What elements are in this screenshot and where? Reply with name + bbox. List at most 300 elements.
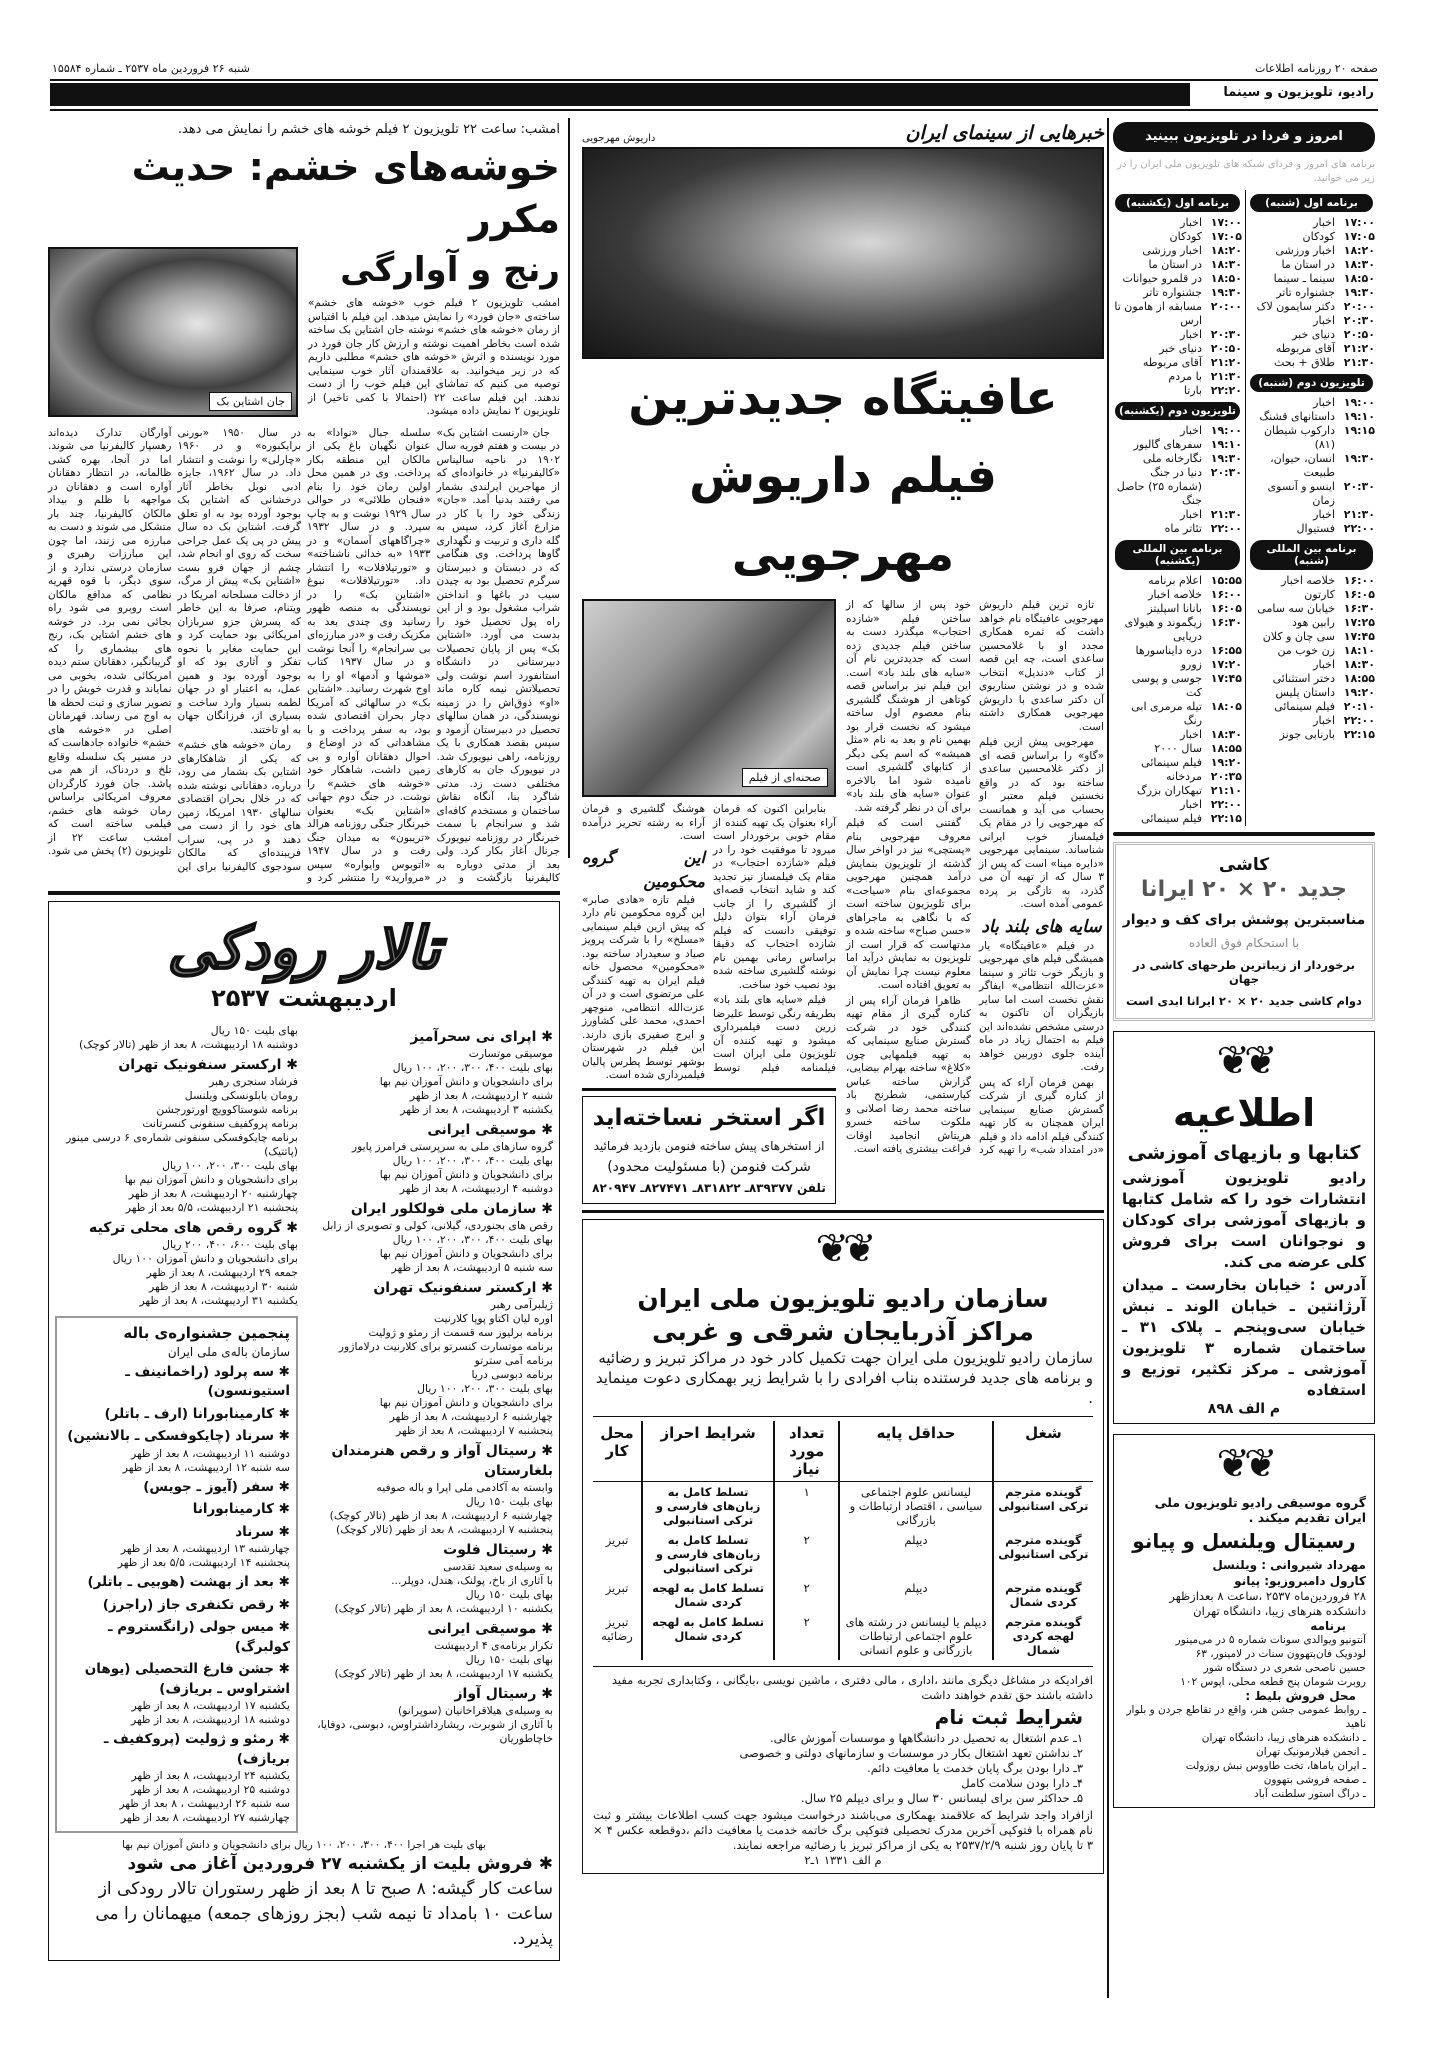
rudaki-month: اردیبهشت ۲۵۳۷ (211, 983, 397, 1012)
tv-channel-header: برنامه بین المللی (یکشنبه) (1115, 540, 1240, 570)
event-detail: پنجشنبه ۲۱ اردیبهشت، ۵/۵ بعد از ظهر (125, 1200, 298, 1214)
ballet-festival-box (55, 1316, 298, 1834)
tv-schedule-row (1248, 480, 1375, 508)
tv-program: سی چان و کلان (1262, 630, 1335, 643)
tv-program: نگارخانه ملی (1142, 452, 1202, 465)
tv-time: ۱۷:۰۰ (1343, 216, 1375, 229)
event-detail: یکشنبه ۱۷ اردیبهشت، ۸ بعد از ظهر (131, 1699, 290, 1712)
tv-schedule-row (1113, 742, 1242, 756)
event-detail: دوشنبه ۱۸ اردیبهشت، ۸ بعد از ظهر (تالار کوچک) (78, 1037, 298, 1051)
tv-time: ۱۹:۱۰ (1210, 438, 1242, 451)
event-title: ✱ میس جولی (رانگستروم ـ کولبرگ) (63, 1618, 290, 1657)
tv-program: تئاتر ماه (1164, 522, 1202, 535)
pool-ad-company: شرکت فنومن (با مسئولیت محدود) (607, 1158, 811, 1175)
event-detail: برای دانشجویان و دانش آموزان نیم بها (379, 1246, 553, 1260)
tv-schedule-row (1113, 452, 1242, 466)
event-detail: دوشنبه ۴ اردیبهشت، ۸ بعد از ظهر (399, 1181, 553, 1195)
tv-program: انسان، حیوان، طبیعت (1270, 452, 1335, 479)
tv-time: ۱۵:۵۵ (1210, 574, 1242, 587)
tv-program: داستانهای قشنگ (1259, 410, 1335, 423)
table-cell: ۲ (774, 1578, 839, 1612)
event-detail: چهارشنبه ۶ اردیبهشت، ۸ بعد از ظهر (تالار کوچک) (329, 1508, 553, 1522)
tv-program: اخبار (1180, 424, 1202, 437)
event-detail: یکشنبه ۳ اردیبهشت، ۸ بعد از ظهر (400, 1102, 553, 1116)
table-cell (593, 1481, 642, 1530)
tv-program: دارکوب شیطان (۸۱) (1263, 424, 1335, 451)
article-paragraph: جان «ارنست اشتاین بک» در بیست و هفتم فوریه سال ۱۹۰۲ در ناحیه سالیناس «کالیفرنیا» در خانواده‌ای که از مهاجرین ایرلندی بشمار می رفتند بدنیا آمد. «جان» زندگی خود را با کار در مزارع آغاز کرد، سپس به گله داری و تربیت و نگهداری گاوها پرداخت. وی هنگامی که در دبستان و دبیرستان سرگرم تحصیل بود به چیدن سیب در باغها و انداختن شراب مشغول بود و از این راه پول تحصیل خود را بدست می آورد. «اشتاین بک» پس از پایان تحصیلات دبیرستانی در دانشگاه استانفورد اسم نوشت ولی تحصیلاتش نیمه کاره ماند «او» ذوق‌اش را در زمینه نویسندگی، در همان سالهای تحصیل در دبیرستان آزمود و سپس بقصد همکاری با یک روزنامه، راهی نیویورک شد. در نیویورک جان به کارهای مختلفی دست زد. مدتی شاگرد بنا، آنگاه نقاش ساختمان و مستخدم کافه‌ای شد و سرانجام با سمت خبرنگار در روزنامه نیویورک جرنال آغاز بکار کرد. ولی بعد از مدتی دوباره به کالیفرنیا بازگشت و در سلسله جبال «نوادا» به عنوان نگهبان باغ یکی از مالکان این منطقه بکار پرداخت. وی در همین محل اولین رمان خود را بنام «فنجان طلائی» در حوالی سال ۱۹۲۹ نوشت و به چاپ سپرد. و در سال ۱۹۳۲ «چراگاههای آسمان» و در ۱۹۳۳ «به خدائی ناشناخته» و «تورتیلافلات» را انتشار داد. «تورتیلافلات» نبوغ «اشتاین بک» را در نویسندگی به منصه ظهور رسانید وی چندی بعد به مکزیک رفت و «در مبارزه‌ای بی سرانجام» را آنجا نوشت و در سال ۱۹۳۷ کتاب «موشها و آدمها» او را به اوج شهرت رسانید. «اشتاین بک» در سالهائی که آمریکا دچار بحران اقتصادی شده بود، به سفر پرداخت و با مشاهداتی که در اوضاع و احوال دهقانان آواره و بی زمین داشت، شاهکار خود «خوشه های خشم» را نوشت. در جنگ دوم جهانی «اشتاین بک» بعنوان خبرنگار جنگی روزنامه هرالد «تریبون» به میدان جنگ رفت و در سال ۱۹۴۷ «اتوبوس وایواره» سپس «مروارید» را منتشر کرد و در سال ۱۹۵۰ «بورنی برایکبوره» و در ۱۹۶۰ «چارلی» را نوشت و انتشار داد. در سال ۱۹۶۲، جایزه ادبی نوبل بخاطر آثار درخشانی که اشتاین بک بوجود آورده بود به او تعلق گرفت. اشتاین بک ده سال پیش در پی یک عمل جراحی سخت که روی او انجام شد، چشم از جهان فرو بست «اشتاین بک» پیش از مرگ، از دخالت مسلحانه امریکا در ویتنام، صرفا به این خاطر که پسرش جزو سربازان امریکائی بود حمایت کرد و این حمایت مغایر با نحوه تفکر و آثاری بود که او بوجود آورده بود و همین عمل، به اعتبار او در جهان لطمه بسیار وارد ساخت و بسیاری از، فرزانگان جهان به او تاختند. (177, 426, 560, 884)
tv-time: ۲۱:۱۰ (1210, 784, 1242, 797)
tv-time: ۱۹:۱۰ (1343, 410, 1375, 423)
article-intro: امشب تلویزیون ۲ فیلم خوب «خوشه های خشم» ساخته‌ی «جان فورد» را نمایش میدهد. این فیلم با اقتباس از رمان «خوشه های خشم» نوشته جان اشتاین بک ساخته شده است بخاطر اهمیت نوشته و ارزش کار جان فورد در مورد نویسنده و اثرش «خوشه های خشم» مطلبی داریم که در زیر میخوانید. به علاقمندان آثار خوب سینمایی توصیه می کنیم که تماشای این فیلم خوب را از دست ندهند. این فیلم ساعت ۲۲ (احتمالا با کمی تاخیر) از تلویزیون ۲ نمایش داده میشود. (308, 297, 560, 417)
table-header: محل کار (593, 1421, 642, 1482)
event-detail: پنجشنبه ۱۴ اردیبهشت، ۵/۵ بعد از ظهر (117, 1556, 290, 1569)
tv-time: ۱۹:۳۰ (1343, 286, 1375, 299)
tv-time: ۱۹:۱۵ (1343, 424, 1375, 437)
table-row (593, 1578, 1093, 1612)
table-header: تعداد مورد نیاز (774, 1421, 839, 1482)
program-item: لودویک فان‌بتهوون سنات در لامینور، ۶۳ (1195, 1648, 1366, 1660)
pool-ad-title: اگر استخر نساخته‌اید (592, 1104, 826, 1131)
tv-schedule-row (1248, 574, 1375, 588)
tv-schedule-row (1113, 272, 1242, 286)
tv-schedule-row (1113, 672, 1242, 700)
event-title: ✱ رسیتال آواز (308, 1684, 553, 1704)
table-header: شرایط احراز (642, 1421, 774, 1482)
event-detail: سه شنبه ۱۲ اردیبهشت، ۸ بعد از ظهر (122, 1460, 290, 1474)
tv-schedule-row (1113, 328, 1242, 342)
event-detail: یکشنبه ۱۷ اردیبهشت، ۸ بعد از ظهر (تالار کوچک) (334, 1666, 553, 1680)
tv-schedule-row (1113, 356, 1242, 370)
photo-caption: جان اشتاین بک (209, 392, 292, 411)
divider (582, 1210, 1104, 1213)
sale-note: ✱ فروش بلیت از یکشنبه ۲۷ فروردین آغاز می شود (55, 1851, 553, 1877)
tv-program: سینما ـ سینما (1273, 272, 1335, 285)
tv-program: اینسو و آنسوی زمان (1267, 480, 1335, 507)
table-cell: تسلط کامل به لهجه کردی شمال (642, 1578, 774, 1612)
tv-time: ۱۸:۵۵ (1210, 742, 1242, 755)
event-detail: برنامه دبوسی دریا (471, 1367, 553, 1381)
event-detail: چهارشنبه ۲۰ اردیبهشت، ۸ بعد از ظهر (128, 1186, 298, 1200)
tv-time: ۲۰:۳۰ (1343, 314, 1375, 327)
recital-presenter: گروه موسیقی رادیو تلویزیون ملی ایران تقدیم میکند . (1154, 1495, 1366, 1525)
tv-time: ۲۰:۵۰ (1343, 328, 1375, 341)
event-title: ✱ رمئو و ژولیت (پروکفیف ـ بریازف) (63, 1730, 290, 1769)
tv-schedule-row (1113, 798, 1242, 812)
event-detail: ژیلبرآمی رهبر (490, 1297, 553, 1311)
news-body-a (846, 599, 1104, 1204)
event-detail: پنجشنبه ۷ اردیبهشت، ۸ بعد از ظهر (تالار کوچک) (335, 1522, 553, 1536)
program-label: برنامه (1310, 1619, 1346, 1633)
table-cell: دیپلم یا لیسانس در رشته های علوم اجتماعی ارتباطات بازرگانی و علوم انسانی (839, 1612, 993, 1660)
event-detail: برای دانشجویان و دانش آموزان نیم بها (124, 1172, 298, 1186)
table-cell: گوینده مترجم کردی شمال (993, 1578, 1093, 1612)
tv-time: ۲۲:۰۰ (1343, 714, 1375, 727)
tv-time: ۲۲:۰۰ (1210, 522, 1242, 535)
tile-ad-line: برخوردار از زیباترین طرحهای کاشی در جهان (1133, 958, 1355, 986)
tv-program: فستیوال (1296, 522, 1335, 535)
tv-program: خلاصه اخبار (1148, 588, 1202, 601)
tv-time: ۲۰:۰۰ (1343, 300, 1375, 313)
event-detail: تکرار برنامه‌ی ۴ اردیبهشت (433, 1638, 553, 1652)
tv-time: ۱۹:۰۰ (1343, 396, 1375, 409)
condition-item: ۴ـ دارا بودن سلامت کامل (961, 1775, 1083, 1790)
tv-time: ۲۰:۳۰ (1343, 480, 1375, 493)
table-cell: تسلط کامل به زبان‌های فارسی و ترکی استانبولی (642, 1530, 774, 1578)
condition-item: ۱ـ عدم اشتغال به تحصیل در دانشگاهها و موسسات آموزش عالی. (769, 1730, 1083, 1745)
table-row (593, 1612, 1093, 1660)
event-detail: برنامه برلیوز سه قسمت از رمئو و ژولیت (368, 1325, 553, 1339)
emblem-icon: ❦❦ (1216, 1441, 1272, 1487)
tv-time: ۱۸:۵۵ (1343, 672, 1375, 685)
tv-schedule-row (1248, 424, 1375, 452)
tv-program: اخبار (1180, 328, 1202, 341)
tv-program: آقای مربوطه (1275, 342, 1335, 355)
tv-program: فیلم سینمائی (1141, 756, 1202, 769)
tv-schedule-row (1113, 602, 1242, 616)
emblem-icon: ❦❦ (815, 1225, 871, 1272)
event-detail: گروه سازهای ملی به سرپرستی فرامرز پایور (351, 1139, 553, 1153)
column-divider (1107, 118, 1109, 1998)
tv-time: ۱۶:۵۵ (1210, 644, 1242, 657)
tv-time: ۲۲:۱۵ (1210, 812, 1242, 825)
tv-time: ۱۶:۰۰ (1210, 588, 1242, 601)
tv-schedule-row (1248, 658, 1375, 672)
pool-ad-phone: تلفن ۸۳۹۳۷۷ـ ۸۳۱۸۲۲ـ ۸۲۷۴۷۱ـ ۸۲۰۹۴۷ (592, 1180, 826, 1195)
tv-schedule-row (1248, 328, 1375, 342)
tv-channel-header: برنامه اول (یکشنبه) (1115, 194, 1240, 212)
emblem-icon: ❦❦ (1216, 1038, 1272, 1084)
film-scene-photo (582, 599, 836, 797)
event-detail: برنامه آمی سترتو (474, 1353, 553, 1367)
event-detail: دوشنبه ۲۵ اردیبهشت، ۸ بعد از ظهر (131, 1783, 290, 1796)
rudaki-hall-ad (48, 901, 560, 1962)
table-cell: گوینده مترجم ترکی استانبولی (993, 1481, 1093, 1530)
tv-program: فیلم سینمائی (1141, 812, 1202, 825)
event-detail: برای دانشجویان و دانش آموزان نیم بها (379, 1167, 553, 1181)
tv-program: مردخانه (1166, 770, 1202, 783)
tv-time: ۱۶:۰۵ (1210, 602, 1242, 615)
tv-program: زن خوب من (1277, 644, 1335, 657)
event-detail: بهای بلیت ۳۰۰، ۲۰۰، ۱۰۰ ریال (162, 1158, 298, 1172)
news-paragraph: در فیلم «عافیتگاه» یار همیشگی فیلم های مهرجویی و بازیگر خوب تئاتر و سینما «عزت‌الله انتظامی» ایفاگر نقش نخست است اما سایر بازیگران آن تاکنون به درستی مشخص نشده‌اند این فیلم به احتمال زیاد در ماه آینده جلوی دوربین خواهد رفت. (979, 939, 1104, 1073)
tv-schedule-row (1248, 396, 1375, 410)
event-detail: جمعه ۲۹ اردیبهشت، ۸ بعد از ظهر (146, 1265, 298, 1279)
recital-title: رسیتال ویلنسل و پیانو (1132, 1529, 1356, 1553)
tv-program: کودکان (1169, 230, 1202, 243)
program-item: حسین ناصحی شعری در دستگاه شور (1203, 1662, 1366, 1674)
ticket-outlet: ـ دراگ استور سلطنت آباد (1254, 1788, 1366, 1800)
table-row (593, 1481, 1093, 1530)
tv-schedule-row (1248, 672, 1375, 686)
tv-schedule-row (1248, 314, 1375, 328)
tv-program: جشنواره تاتر (1276, 286, 1335, 299)
column-divider (568, 118, 570, 858)
left-column (48, 122, 560, 1961)
tv-time: ۲۱:۳۰ (1343, 356, 1375, 369)
tv-program: جوسی و پوسی کت (1131, 672, 1202, 699)
event-detail: دوشنبه ۱۸ اردیبهشت، ۸ بعد از ظهر (131, 1713, 290, 1726)
tv-time: ۱۷:۰۵ (1210, 230, 1242, 243)
photo-credit: داریوش مهرجویی (582, 133, 656, 144)
notice-subtitle: کتابها و بازیهای آموزشی (1127, 1142, 1361, 1164)
event-detail: با آثاری از شوبرت، ریشارداشتراوس، دبوسی، دوفایا، خاچاطوریان (317, 1717, 553, 1745)
event-detail: با آثاری از باخ، پولنک، هندل، دوپلر... (391, 1573, 553, 1587)
tv-schedule-row (1113, 424, 1242, 438)
tv-time: ۱۹:۲۰ (1343, 686, 1375, 699)
tv-schedule-row (1248, 342, 1375, 356)
news-paragraph: فیلم «سایه های بلند باد» بطریقه رنگی توسط علیرضا زرین دست فیلمبرداری میشود و تهیه کننده آن تلویزیون ملی ایران است فیلمنامه فیلم توسط هوشنگ گلشیری و فرمان آراء به رشته تحریر درآمده است. (582, 803, 836, 1074)
tv-program: سال ۲۰۰۰ (1154, 742, 1202, 755)
tv-time: ۱۷:۰۰ (1210, 216, 1242, 229)
tv-schedule-row (1248, 216, 1375, 230)
tv-schedule-row (1113, 574, 1242, 588)
pool-ad (582, 1096, 836, 1204)
ticket-outlet: ـ صفحه فروشی بتهوون (1263, 1774, 1366, 1786)
event-detail: بهای بلیت ۱۵۰ ریال (465, 1494, 553, 1508)
tv-program: بارنابی جونز (1279, 728, 1335, 741)
news-paragraph: گفتنی است که فیلم معروف مهرجویی بنام «پستچی» نیز در اواخر سال گذشته از تلویزیون بنمایش درآمد همچنین مهرجویی مجموعه‌ای بنام «سیاحت» برای تلویزیون ساخته است که با نگاهی به ماجراهای «حسن صباح» ساخته شده و مدتهاست که قرار است از تلویزیون به نمایش درآید اما معلوم نیست چرا نمایش آن به تعویق افتاده است. (846, 817, 971, 991)
event-title: ✱ کارمینابورانا (63, 1500, 290, 1520)
tv-time: ۲۰:۵۰ (1210, 342, 1242, 355)
event-detail: چهارشنبه ۱۳ اردیبهشت، ۸ بعد از ظهر (120, 1542, 290, 1555)
tv-time: ۱۸:۰۵ (1210, 700, 1242, 713)
event-detail: چهارشنبه ۲۷ اردیبهشت، ۸ بعد از ظهر (120, 1811, 290, 1824)
tv-schedule-row (1248, 728, 1375, 742)
recruitment-intro: سازمان رادیو تلویزیون ملی ایران جهت تکمیل کادر خود در مراکز تبریز و رضائیه و برنامه های جدید فرستنده بناب افرادی را با شرایط زیر بهمکاری دعوت مینماید . (595, 1348, 1093, 1407)
table-cell: تبریز (605, 1580, 629, 1595)
tv-program: رابین هود (1291, 616, 1335, 629)
notice-body: رادیو تلویزیون آموزشی انتشارات خود را که شامل کتابها و بازیهای آموزشی برای کودکان و نوجوانان است برای فروش کلی عرضه می کند. (1122, 1169, 1366, 1271)
tv-schedule-row (1113, 522, 1242, 536)
tv-schedule-row (1113, 216, 1242, 230)
tv-program: اخبار ورزشی (1142, 244, 1202, 257)
tv-time: ۱۸:۵۰ (1210, 272, 1242, 285)
tv-time: ۱۶:۰۵ (1343, 588, 1375, 601)
tv-program: دره دایناسورها (1135, 644, 1202, 657)
event-detail: یکشنبه ۲۴ اردیبهشت، ۸ بعد از ظهر (131, 1769, 290, 1782)
tv-schedule-row (1113, 700, 1242, 728)
performer: مهرداد شیروانی : ویلنسل (1212, 1558, 1366, 1572)
tile-ad-line: با استحکام فوق العاده (1188, 936, 1300, 950)
tv-time: ۲۲:۰۰ (1210, 798, 1242, 811)
tv-program: اخبار (1180, 728, 1202, 741)
recruitment-footer: ازافراد واجد شرایط که علاقمند بهمکاری می‌باشند درخواست میشود جهت کسب اطلاعات بیشتر و ثبت نام همراه با فتوکپی آخرین مدرک تحصیلی فتوکپی برگ خاتمه خدمت یا معافیت دائم ،دوقطعه عکس ۴ × ۳ تا پایان روز شنبه ۲۵۳۷/۲/۹ به یکی از مراکز تبریز یا رضائیه مراجعه نمایند. (593, 1807, 1094, 1852)
tv-program: آقای مربوطه (1142, 356, 1202, 369)
tv-program: اخبار (1180, 216, 1202, 229)
tv-time: ۲۲:۰۰ (1343, 522, 1375, 535)
tv-program: طلاق + بحث (1273, 356, 1335, 369)
tv-schedule-row (1113, 756, 1242, 770)
tv-program: اخبار (1313, 714, 1335, 727)
recital-ad (1113, 1434, 1375, 1808)
tv-program: جشنواره تاتر (1143, 286, 1202, 299)
event-detail: بهای بلیت ۴۰۰، ۳۰۰، ۲۰۰، ۱۰۰ ریال (392, 1060, 553, 1074)
news-headline-line-2: فیلم داریوش مهرجویی (688, 448, 998, 582)
table-header: حداقل پایه (839, 1421, 993, 1482)
tv-time: ۲۱:۳۰ (1210, 508, 1242, 521)
tv-program: فیلم سینمائی (1274, 700, 1335, 713)
divider (50, 79, 1378, 81)
tv-schedule-row (1113, 286, 1242, 300)
divider (582, 1088, 836, 1091)
tile-ad-line: دوام کاشی جدید ۲۰ × ۲۰ ایرانا ابدی است (1126, 994, 1362, 1008)
event-detail: برای دانشجویان و دانش آموزان ۱۰۰ ریال (112, 1251, 298, 1265)
tv-schedule-row (1248, 700, 1375, 714)
event-title: ✱ سفر (آیوز ـ جویس) (63, 1478, 290, 1498)
tv-time: ۱۹:۰۰ (1210, 424, 1242, 437)
tv-program: بانانا اسپلیتز (1147, 602, 1202, 615)
tv-program: اخبار (1313, 216, 1335, 229)
tv-schedule-row (1248, 258, 1375, 272)
event-title: ✱ رسیتال آواز و رقص هنرمندان بلغارستان (308, 1441, 553, 1481)
tv-program: دکتر سایمون لاک (1256, 300, 1335, 313)
event-detail: رومان یابلونسکی ویلنسل (184, 1088, 298, 1102)
table-header: شغل (993, 1421, 1093, 1482)
tv-time: ۱۶:۳۰ (1210, 616, 1242, 629)
tv-program: در استان ما (1281, 258, 1335, 271)
tv-time: ۲۰:۳۰ (1210, 328, 1242, 341)
news-paragraph: مهرجویی پیش ازین فیلم «گاو» را براساس قصه ای از دکتر غلامحسین ساعدی ساخته بود که در واقع نخستین فیلم معتبر او بحساب می آید و همانست که مهرجویی را در مقام یک فیلمساز خوب ایرانی شناساند. سینمایی مهرجویی «دایره مینا» است که پس از ۳ سال که از تهیه آن می گذرد، به تازگی بر پرده عمومی آمده است. (979, 736, 1104, 910)
ad-code: م الف ۱۳۳۱ ۱ـ۲ (804, 1852, 882, 1867)
tile-ad-big: جدید ۲۰ × ۲۰ ایرانا (1141, 877, 1347, 902)
event-detail: بهای بلیت ۶۰۰، ۴۰۰، ۲۰۰ ریال (162, 1237, 298, 1251)
event-title: ✱ بعد از بهشت (هوبیی ـ باتلر) (63, 1573, 290, 1593)
tv-program: دنیا در جنگ (شماره ۲۵) حاصل جنگ (1116, 466, 1202, 507)
event-detail: بهای بلیت ۳۰۰، ۲۰۰، ۱۰۰ ریال (417, 1381, 553, 1395)
tv-schedule-row (1113, 244, 1242, 258)
tv-time: ۱۸:۳۰ (1210, 258, 1242, 271)
event-detail: اوره لیان اکتاو پوپا کلارنیت (433, 1311, 553, 1325)
event-title: ✱ رقص تکنفری جاز (راجرز) (63, 1596, 290, 1616)
table-cell: ۲ (774, 1612, 839, 1660)
condition-item: ۲ـ نداشتن تعهد اشتغال بکار در موسسات و سازمانهای دولتی و خصوصی (739, 1745, 1083, 1760)
event-detail: برنامه چایکوفسکی سنفونی شماره‌ی ۶ درسی مینور (پاتتیک) (66, 1130, 298, 1158)
tv-program: خیابان سه سامی (1257, 602, 1335, 615)
tv-schedule-row (1248, 300, 1375, 314)
tv-schedule-row (1248, 616, 1375, 630)
table-cell: تسلط کامل به زبان‌های فارسی و ترکی استانبولی (642, 1481, 774, 1530)
tv-program: دختر استثنائی (1272, 672, 1335, 685)
event-detail: بهای بلیت ۱۵۰ ریال (210, 1023, 298, 1037)
event-title: ✱ رسیتال فلوت (308, 1540, 553, 1560)
tv-schedule-row (1248, 452, 1375, 480)
ticket-outlet: ـ انجمن فیلارمونیک تهران (1255, 1746, 1366, 1758)
tv-program: در قلمرو حیوانات (1122, 272, 1202, 285)
event-title: ✱ ارکستر سنفونیک تهران (55, 1055, 298, 1075)
tv-time: ۲۰:۱۰ (1343, 700, 1375, 713)
tv-program: اخبار (1180, 508, 1202, 521)
article-body (48, 427, 560, 886)
tv-time: ۱۸:۳۰ (1343, 658, 1375, 671)
tv-channel-header: تلویزیون دوم (شنبه) (1250, 374, 1373, 392)
tv-time: ۲۲:۱۵ (1343, 728, 1375, 741)
tv-intro: برنامه های امروز و فردای شبکه های تلویزیون ملی ایران را در زیر می خوانید. (1117, 159, 1375, 184)
event-title: ✱ موسیقی ایرانی (308, 1120, 553, 1140)
tv-channel-header: برنامه بین المللی (شنبه) (1250, 540, 1373, 570)
divider (1113, 832, 1375, 836)
middle-column (582, 122, 1104, 1874)
tv-schedule-row (1248, 272, 1375, 286)
event-detail: برای دانشجویان و دانش آموزان نیم بها (379, 1395, 553, 1409)
event-title: ✱ اپرای نی سحرآمیز (308, 1027, 553, 1047)
tv-schedule-row (1113, 370, 1242, 384)
tv-schedule-row (1113, 230, 1242, 244)
tv-program: زورو (1180, 658, 1202, 671)
event-detail: یکشنبه ۳۱ اردیبهشت، ۸ بعد از ظهر (139, 1293, 298, 1307)
tv-schedule-row (1113, 812, 1242, 826)
tv-schedule-row (1248, 602, 1375, 616)
tile-ad-top: کاشی (1218, 855, 1270, 875)
event-title: ✱ سرناد (چایکوفسکی ـ بالانشین) (63, 1427, 290, 1447)
tv-time: ۲۱:۲۰ (1343, 342, 1375, 355)
tv-schedule-row (1113, 384, 1242, 398)
table-row (593, 1530, 1093, 1578)
news-subhead: سایه های بلند باد (981, 916, 1102, 937)
news-kicker: خبرهایی از سینمای ایران (905, 122, 1104, 144)
recruitment-ad (582, 1219, 1104, 1874)
tv-schedule-row (1113, 438, 1242, 452)
event-detail: شنبه ۳۰ اردیبهشت، ۸ بعد از ظهر (149, 1279, 298, 1293)
event-detail: وابسته به آکادمی ملی اپرا و باله صوفیه (376, 1480, 553, 1494)
photo-caption: صحنه‌ای از فیلم (742, 768, 828, 787)
tv-schedule-row (1113, 342, 1242, 356)
table-cell: تبریز (605, 1532, 629, 1547)
news-paragraph: فیلم تازه «هادی صابر» این گروه محکومین نام دارد که پیش ازین فیلم سینمایی «مسلخ» را با شرکت پرویز صیاد و سعیدراد ساخته بود. «محکومین» محصول خانه فیلم ایران به تهیه کنندگی علی مرتضوی است و در آن عزت‌الله انتظامی، منوچهر احمدی، محمد علی کشاورز و ایرج صفیری بازی دارند. این فیلم در شهرستان بوشهر توسط پطرس پالیان فیلمبرداری شده است. (582, 893, 705, 1081)
tv-time: ۱۹:۳۰ (1343, 452, 1375, 465)
tile-ad (1113, 842, 1375, 1021)
recital-date: ۲۸ فروردین‌ماه ۲۵۳۷ ،ساعت ۸ بعدازظهر (1169, 1589, 1366, 1603)
performer: کارول دامبروزیو: پیانو (1234, 1574, 1366, 1588)
event-title: ✱ گروه رقص های محلی ترکیه (55, 1218, 298, 1238)
tv-program: بارتا (1183, 384, 1202, 397)
steinbeck-photo (48, 247, 298, 417)
pool-ad-line: از استخرهای پیش ساخته فنومن بازدید فرمائید (593, 1138, 825, 1153)
tv-schedule-row (1248, 630, 1375, 644)
condition-item: ۳ـ دارا بودن برگ پایان خدمت یا معافیت دائم. (867, 1760, 1083, 1775)
news-paragraph: بهمن فرمان آراء که پس از کناره گیری از شرکت گسترش صنایع سینمایی ایران همچنان به کار تهیه کنندگی فیلم ادامه داد و فیلم «در امتداد شب» را تهیه کرد خود پس از سالها که از ساختن فیلم «شازده احتجاب» میگذرد دست به ساختن فیلم جدیدی زده است که جدیدترین نام آن «سایه های بلند باد» است. این فیلم نیز براساس قصه کوتاهی از هوشنگ گلشیری بنام معصوم اول ساخته میشود که نخست قرار بود بهمین نام و بعد به نام «مثل همیشه» که اسم یکی دیگر از کتابهای گلشیری است نامیده شود اما بالاخره عنوان «سایه های بلند باد» برای آن در نظر گرفته شد. (846, 599, 1104, 1156)
notice-title: اطلاعیه (1172, 1091, 1316, 1135)
event-detail: موسیقی موتسارت (468, 1046, 553, 1060)
tv-program: خلاصه اخبار (1281, 574, 1335, 587)
recruitment-note: افرادیکه در مشاغل دیگری مانند ،اداری ، مالی دفتری ، ماشین نویسی ،بایگانی ، وکتابداری تجربه مفید داشته باشند حق تقدم خواهند داشت (593, 1666, 1093, 1703)
news-subhead: این گروه محکومین (582, 847, 705, 891)
tv-program: اخبار ورزشی (1275, 244, 1335, 257)
program-item: آنتونیو ویوالدی سونات شماره ۵ در می‌مینور (1175, 1634, 1366, 1646)
tv-channel-header: برنامه اول (شنبه) (1250, 194, 1373, 212)
tv-time: ۱۶:۳۰ (1343, 602, 1375, 615)
news-body-b (582, 803, 836, 1083)
tv-program: اخبار (1180, 798, 1202, 811)
article-kicker: امشب: ساعت ۲۲ تلویزیون ۲ فیلم خوشه های خشم را نمایش می دهد. (177, 122, 560, 137)
tv-schedule-row (1248, 644, 1375, 658)
tv-schedule-row (1113, 508, 1242, 522)
tv-program: سفرهای گالیور (1133, 438, 1202, 451)
tv-schedule-row (1248, 686, 1375, 700)
table-cell: تبریز رضائیه (601, 1614, 633, 1643)
event-detail: رقص های بجنوردی، گیلانی، کولی و تصویری از زابل (322, 1218, 553, 1232)
event-title: ✱ جشن فارغ التحصیلی (یوهان اشتراوس ـ بریازف) (63, 1660, 290, 1699)
tv-time: ۱۹:۲۰ (1210, 756, 1242, 769)
event-detail: بهای بلیت ۱۵۰ ریال (465, 1652, 553, 1666)
tv-schedule-row (1248, 522, 1375, 536)
article-paragraph: رمان «خوشه های خشم» که یکی از شاهکارهای اشتاین بک بشمار می رود، درباره، دهقانانی نوشته شده که در خلال بحران اقتصادی سالهای ۱۹۳۰ امریکا، زمین های خود را از دست می دهند و در پی، سراب فریبنده‌ای که مالکان سودجوی کالیفرنیا برای این آوارگان تدارک دیده‌اند رهسپار کالیفرنیا می شوند. اما در آنجا، بهره کشی ظالمانه، در انتظار دهقانان آواره است و دهقانان در مواجهه با ظلم و بیداد مالکان کالیفرنیا، چند بار متشکل می شوند و دست به مبارزه می زنند، اما چون این مبارزات رهبری و سازمان درستی ندارد و از سوی دیگر، با قوه قهریه نظامی که مدافع مالکان است روبرو می شود راه بجائی نمی برد. در خوشه های خشم اشتاین بک، رنج های بیشماری را که گریبانگیر، دهقانان ستم دیده امریکائی شده، بخوبی می نمایاند و قدرت خویش را در تصویر سازی و ثبت لحظه ها به اوج می رساند. قهرمانان اصلی در «خوشه های خشم» خانواده جادهاست که در مسیر یک سلسله وقایع تلخ و دردناک، از هم می پاشد. جان فورد کارگردان معروف امریکائی براساس رمان خوشه های خشم، فیلمی ساخته است که امشب ساعت ۲۲ از تلویزیون (۲) پخش می شود. (48, 426, 301, 873)
event-detail: یکشنبه ۱۰ اردیبهشت، ۸ بعد از ظهر (تالار کوچک) (334, 1601, 553, 1615)
tv-time: ۱۷:۴۵ (1210, 672, 1242, 685)
news-paragraph: بنابراین اکنون که فرمان آراء بعنوان یک تهیه کننده از مقام خوبی برخوردار است میرود تا موفقیت خود را در فیلم «شازده احتجاب» در مقام یک فیلمساز نیز تجدید کند و شاید انتخاب قصه‌ای از گلشیری را از جانب فرمان آراء بتوان دلیل توفیقی دانست که فیلم شازده احتجاب که دقیقا براساس رمانی بهمین نام نوشته گلشیری ساخته شده بود نصیب خود ساخت. (713, 803, 836, 991)
event-detail: چهارشنبه ۶ اردیبهشت، ۸ بعد از ظهر (389, 1409, 553, 1423)
section-bar (50, 83, 1190, 106)
notice-ad (1113, 1031, 1375, 1424)
